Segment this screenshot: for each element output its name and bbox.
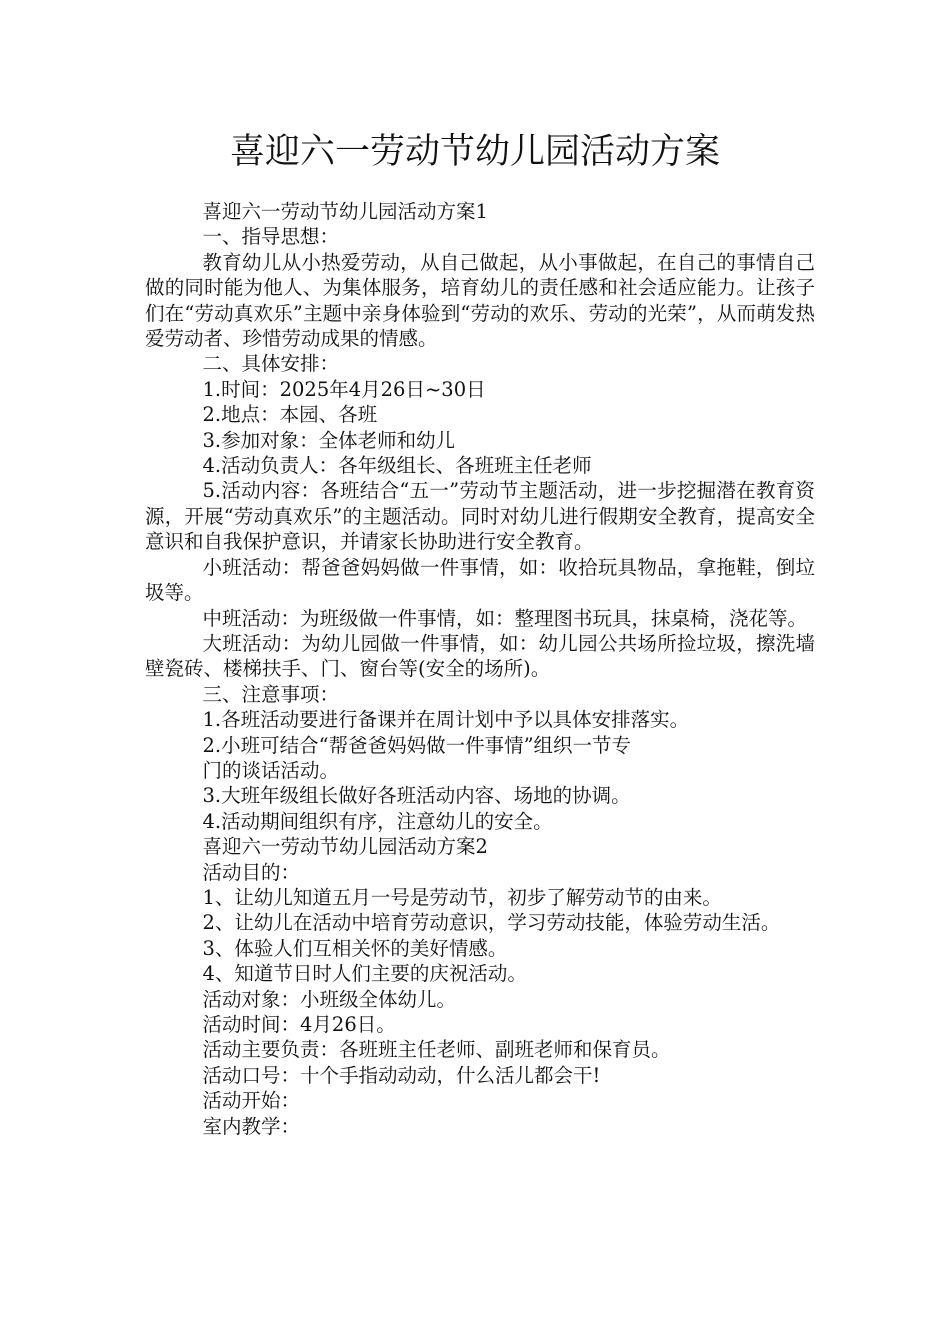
item-content: 5.活动内容：各班结合“五一”劳动节主题活动，进一步挖掘潜在教育资源，开展“劳动真欢乐”的主题活动。同时对幼儿进行假期安全教育，提高安全意识和自我保护意识，并请家长协助进行安全教育。 [145, 479, 815, 554]
activity-lead: 活动主要负责：各班班主任老师、副班老师和保育员。 [202, 1038, 671, 1062]
section-heading-plan-2: 喜迎六一劳动节幼儿园活动方案2 [202, 835, 488, 859]
note-2: 2.小班可结合“帮爸爸妈妈做一件事情”组织一节专 [202, 733, 632, 757]
purpose-4: 4、知道节日时人们主要的庆祝活动。 [202, 962, 527, 986]
purpose-1: 1、让幼儿知道五月一号是劳动节，初步了解劳动节的由来。 [202, 885, 722, 909]
paragraph-middle-class: 中班活动：为班级做一件事情，如：整理图书玩具，抹桌椅，浇花等。 [202, 606, 808, 630]
paragraph-large-class: 大班活动：为幼儿园做一件事情，如：幼儿园公共场所捡垃圾，擦洗墙壁瓷砖、楼梯扶手、门、窗台等(安全的场所)。 [145, 631, 815, 681]
note-4: 4.活动期间组织有序，注意幼儿的安全。 [202, 809, 553, 833]
item-time: 1.时间：2025年4月26日~30日 [202, 377, 486, 401]
indoor-teaching: 室内教学： [202, 1114, 301, 1138]
section-heading-plan-1: 喜迎六一劳动节幼儿园活动方案1 [202, 200, 488, 223]
heading-arrangement: 二、具体安排： [202, 352, 340, 376]
item-responsible: 4.活动负责人：各年级组长、各班班主任老师 [202, 454, 592, 478]
heading-purpose: 活动目的： [202, 860, 301, 884]
document-title: 喜迎六一劳动节幼儿园活动方案 [229, 132, 720, 172]
purpose-3: 3、体验人们互相关怀的美好情感。 [202, 936, 508, 960]
purpose-2: 2、让幼儿在活动中培育劳动意识，学习劳动技能，体验劳动生活。 [202, 911, 781, 935]
heading-notes: 三、注意事项： [202, 682, 340, 706]
note-3: 3.大班年级组长做好各班活动内容、场地的协调。 [202, 784, 631, 808]
note-2-continued: 门的谈话活动。 [202, 758, 340, 782]
note-1: 1.各班活动要进行备课并在周计划中予以具体安排落实。 [202, 708, 690, 732]
paragraph-guiding-thought: 教育幼儿从小热爱劳动，从自己做起，从小事做起，在自己的事情自己做的同时能为他人、为集体服务，培育幼儿的责任感和社会适应能力。让孩子们在“劳动真欢乐”主题中亲身体验到“劳动的欢乐、劳动的光荣”，从而萌发热爱劳动者、珍惜劳动成果的情感。 [145, 250, 815, 351]
activity-start: 活动开始： [202, 1089, 301, 1113]
item-location: 2.地点：本园、各班 [202, 403, 378, 427]
activity-target: 活动对象：小班级全体幼儿。 [202, 987, 457, 1011]
activity-time: 活动时间：4月26日。 [202, 1013, 396, 1036]
document-body [145, 199, 815, 1139]
paragraph-small-class: 小班活动：帮爸爸妈妈做一件事情，如：收拾玩具物品，拿拖鞋，倒垃圾等。 [145, 555, 815, 605]
heading-guiding-thought: 一、指导思想： [202, 225, 340, 249]
item-participants: 3.参加对象：全体老师和幼儿 [202, 428, 456, 452]
activity-slogan: 活动口号：十个手指动动动，什么活儿都会干! [202, 1063, 601, 1087]
